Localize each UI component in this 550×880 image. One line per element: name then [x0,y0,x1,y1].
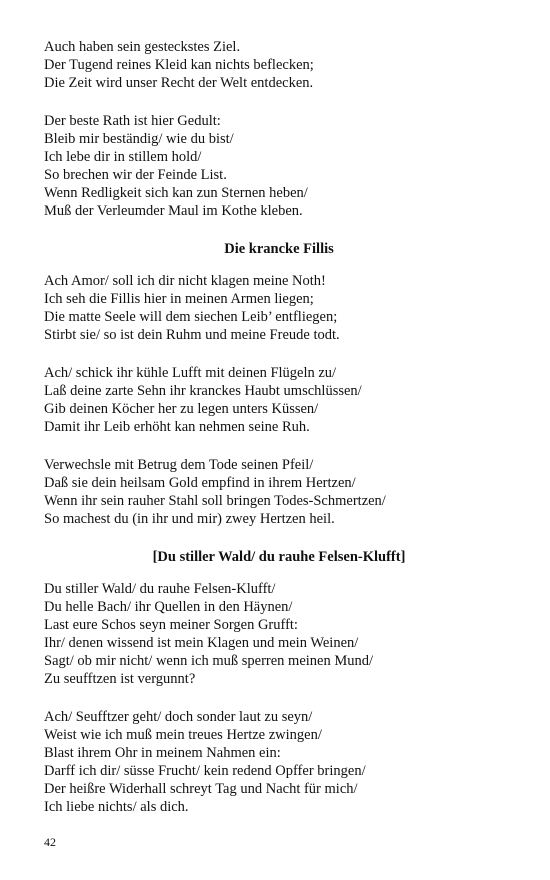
verse-line: Verwechsle mit Betrug dem Tode seinen Pfeil/ [44,457,314,473]
verse-line: Wenn ihr sein rauher Stahl soll bringen Todes-Schmertzen/ [44,493,386,509]
verse-line: Zu seufftzen ist vergunnt? [44,671,196,687]
verse-line: Ach/ Seufftzer geht/ doch sonder laut zu seyn/ [44,709,313,725]
verse-line: Ihr/ denen wissend ist mein Klagen und mein Weinen/ [44,635,359,651]
verse-line: Die matte Seele will dem siechen Leib’ entfliegen; [44,309,338,325]
stanza [44,272,514,344]
verse-line: Gib deinen Köcher her zu legen unters Küssen/ [44,401,319,417]
verse-line: Ich seh die Fillis hier in meinen Armen liegen; [44,291,314,307]
verse-line: Ich lebe dir in stillem hold/ [44,149,202,165]
verse-line: Die Zeit wird unser Recht der Welt entdecken. [44,75,314,91]
poem-title: [Du stiller Wald/ du rauhe Felsen-Klufft] [152,549,406,565]
verse-line: Der beste Rath ist hier Gedult: [44,113,221,129]
stanza [44,364,514,436]
verse-line: So machest du (in ihr und mir) zwey Hertzen heil. [44,511,335,527]
verse-line: Ich liebe nichts/ als dich. [44,799,189,815]
verse-line: Du helle Bach/ ihr Quellen in den Häynen/ [44,599,293,615]
verse-line: Muß der Verleumder Maul im Kothe kleben. [44,203,303,219]
stanza [44,38,514,92]
page-body [44,38,514,836]
verse-line: Last eure Schos seyn meiner Sorgen Grufft: [44,617,298,633]
stanza [44,456,514,528]
verse-line: Auch haben sein gesteckstes Ziel. [44,39,241,55]
verse-line: Laß deine zarte Sehn ihr kranckes Haubt umschlüssen/ [44,383,362,399]
poem-title: Die krancke Fillis [224,241,334,257]
stanza [44,708,514,816]
verse-line: Ach Amor/ soll ich dir nicht klagen meine Noth! [44,273,326,289]
verse-line: Damit ihr Leib erhöht kan nehmen seine Ruh. [44,419,310,435]
verse-line: Bleib mir beständig/ wie du bist/ [44,131,234,147]
verse-line: Der Tugend reines Kleid kan nichts beflecken; [44,57,314,73]
stanza [44,112,514,220]
page-number: 42 [44,835,56,849]
verse-line: Darff ich dir/ süsse Frucht/ kein redend Opffer bringen/ [44,763,366,779]
verse-line: Der heißre Widerhall schreyt Tag und Nacht für mich/ [44,781,358,797]
verse-line: Sagt/ ob mir nicht/ wenn ich muß sperren meinen Mund/ [44,653,374,669]
verse-line: Blast ihrem Ohr in meinem Nahmen ein: [44,745,281,761]
verse-line: Weist wie ich muß mein treues Hertze zwingen/ [44,727,322,743]
verse-line: Ach/ schick ihr kühle Lufft mit deinen Flügeln zu/ [44,365,337,381]
verse-line: Stirbt sie/ so ist dein Ruhm und meine Freude todt. [44,327,340,343]
verse-line: So brechen wir der Feinde List. [44,167,227,183]
verse-line: Daß sie dein heilsam Gold empfind in ihrem Hertzen/ [44,475,356,491]
stanza [44,580,514,688]
verse-line: Wenn Redligkeit sich kan zun Sternen heben/ [44,185,308,201]
verse-line: Du stiller Wald/ du rauhe Felsen-Klufft/ [44,581,276,597]
